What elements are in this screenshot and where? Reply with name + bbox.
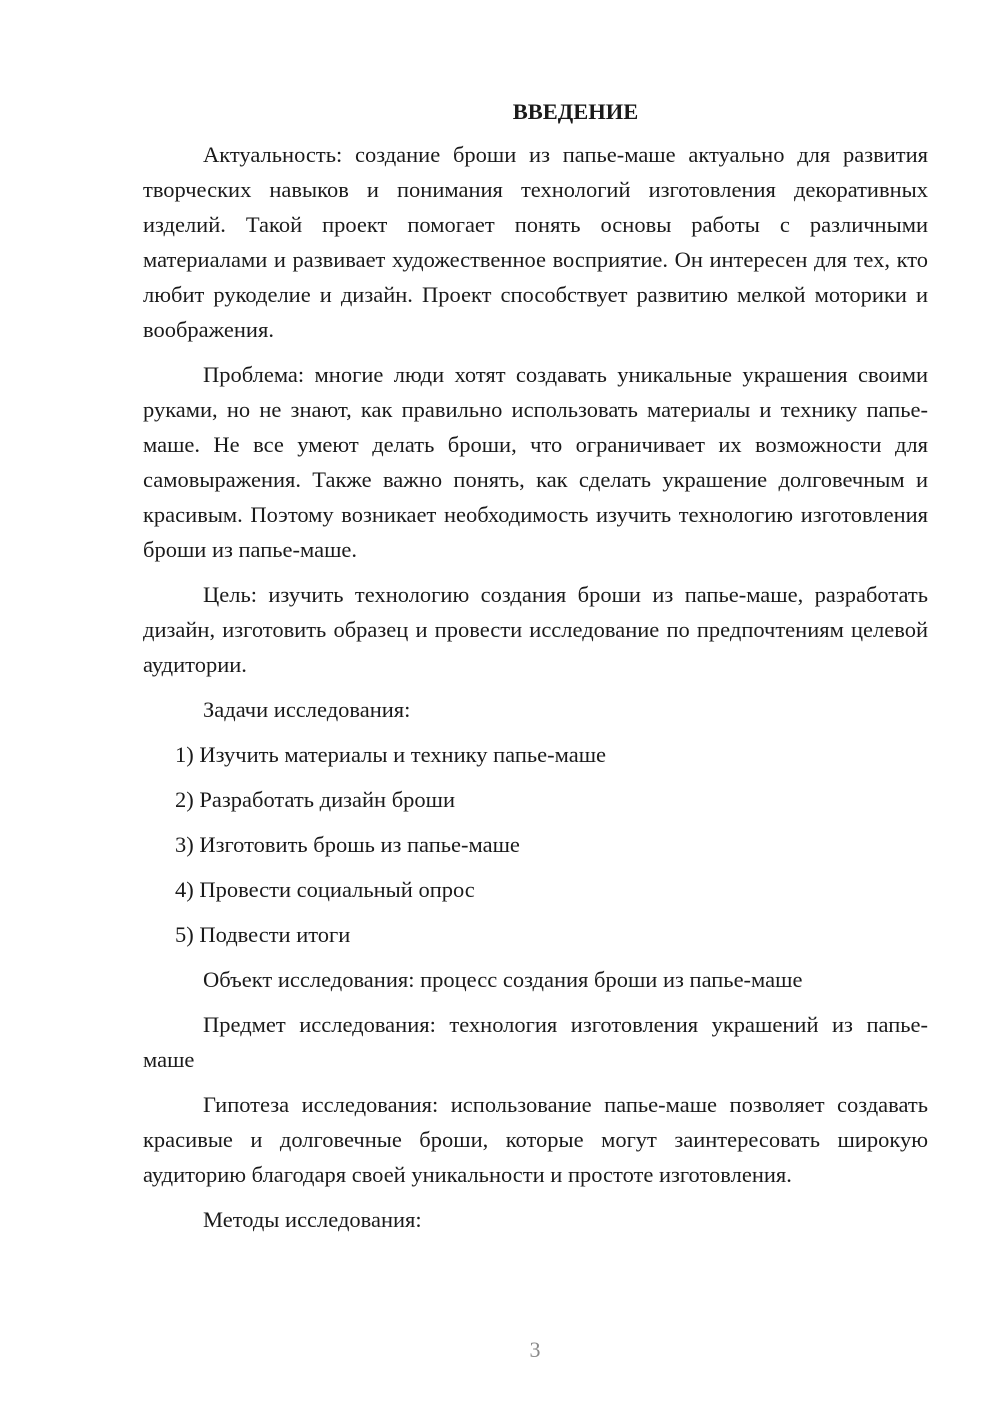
page-content (143, 94, 928, 1237)
list-item: 4) Провести социальный опрос (175, 877, 475, 902)
tasks-list (143, 737, 928, 952)
object-paragraph: Объект исследования: процесс создания броши из папье-маше (203, 967, 803, 992)
hypothesis-paragraph: Гипотеза исследования: использование папье-маше позволяет создавать красивые и долговечные броши, которые могут заинтересовать широкую аудиторию благодаря своей уникальности и простоте изготовления. (143, 1092, 928, 1187)
list-item: 2) Разработать дизайн броши (175, 787, 456, 812)
tasks-heading: Задачи исследования: (203, 697, 411, 722)
list-item: 5) Подвести итоги (175, 922, 351, 947)
list-item: 1) Изучить материалы и технику папье-маше (175, 742, 607, 767)
relevance-paragraph: Актуальность: создание броши из папье-маше актуально для развития творческих навыков и понимания технологий изготовления декоративных изделий. Такой проект помогает понять основы работы с различными материалами и развивает художественное восприятие. Он интересен для тех, кто любит рукоделие и дизайн. Проект способствует развитию мелкой моторики и воображения. (143, 142, 928, 342)
subject-paragraph: Предмет исследования: технология изготовления украшений из папье-маше (143, 1012, 928, 1072)
problem-paragraph: Проблема: многие люди хотят создавать уникальные украшения своими руками, но не знают, как правильно использовать материалы и технику папье-маше. Не все умеют делать броши, что ограничивает их возможности для самовыражения. Также важно понять, как сделать украшение долговечным и красивым. Поэтому возникает необходимость изучить технологию изготовления броши из папье-маше. (143, 362, 928, 562)
section-title: ВВЕДЕНИЕ (512, 99, 639, 124)
list-item: 3) Изготовить брошь из папье-маше (175, 832, 520, 857)
goal-paragraph: Цель: изучить технологию создания броши из папье-маше, разработать дизайн, изготовить образец и провести исследование по предпочтениям целевой аудитории. (143, 582, 928, 677)
page-number: 3 (529, 1337, 541, 1362)
methods-heading: Методы исследования: (203, 1207, 422, 1232)
